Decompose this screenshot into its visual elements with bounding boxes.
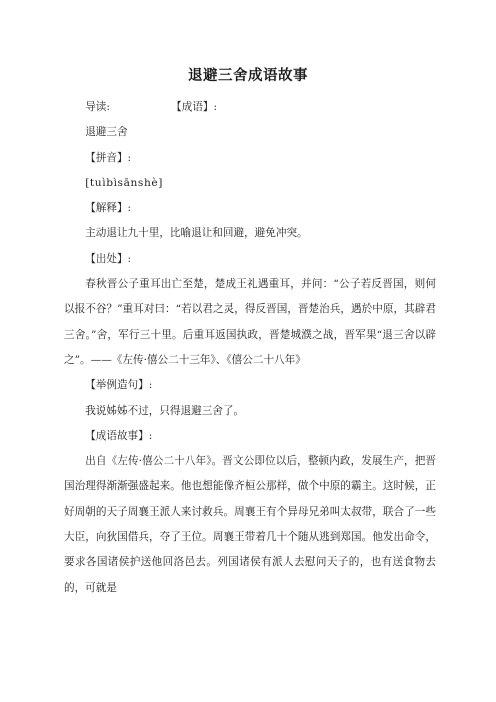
source-heading: 【出处】: <box>85 252 132 265</box>
meaning-heading: 【解释】: <box>85 202 132 215</box>
story-heading: 【成语故事】: <box>85 429 153 442</box>
document-title: 退避三舍成语故事 <box>188 68 308 84</box>
source-paragraph: 春秋晋公子重耳出亡至楚，楚成王礼遇重耳，并问：“公子若反晋国，则何以报不谷？”重耳对曰：“若以君之灵，得反晋国，晋楚治兵，遇於中原，其辟君三舍。”舍，军行三十里。后重耳返国执政，晋楚城濮之战，晋军果“退三舍以辟之”。——《左传·僖公二十三年》、《僖公二十八年》 <box>64 278 436 366</box>
pinyin-heading: 【拼音】: <box>85 151 132 164</box>
story-paragraph: 出自《左传·僖公二十八年》。晋文公即位以后，整顿内政，发展生产，把晋国治理得渐渐强盛起来。他也想能像齐桓公那样，做个中原的霸主。这时候，正好周朝的天子周襄王派人来讨救兵。周襄王有个异母兄弟叫太叔带，联合了一些大臣，向狄国借兵，夺了王位。周襄王带着几十个随从逃到郑国。他发出命令，要求各国诸侯护送他回洛邑去。列国诸侯有派人去慰问天子的，也有送食物去的，可就是 <box>64 455 436 594</box>
example-heading: 【举例造句】: <box>85 379 153 392</box>
example-text: 我说姊姊不过，只得退避三舍了。 <box>85 404 245 417</box>
chengyu-heading: 【成语】: <box>171 101 218 113</box>
intro-line <box>64 95 436 120</box>
chengyu-text: 退避三舍 <box>85 126 128 139</box>
pinyin-text: [tuìbìsānshè] <box>85 176 163 189</box>
meaning-text: 主动退让九十里，比喻退让和回避，避免冲突。 <box>85 227 308 240</box>
document-body <box>64 95 436 601</box>
intro-label: 导读: <box>85 101 110 113</box>
